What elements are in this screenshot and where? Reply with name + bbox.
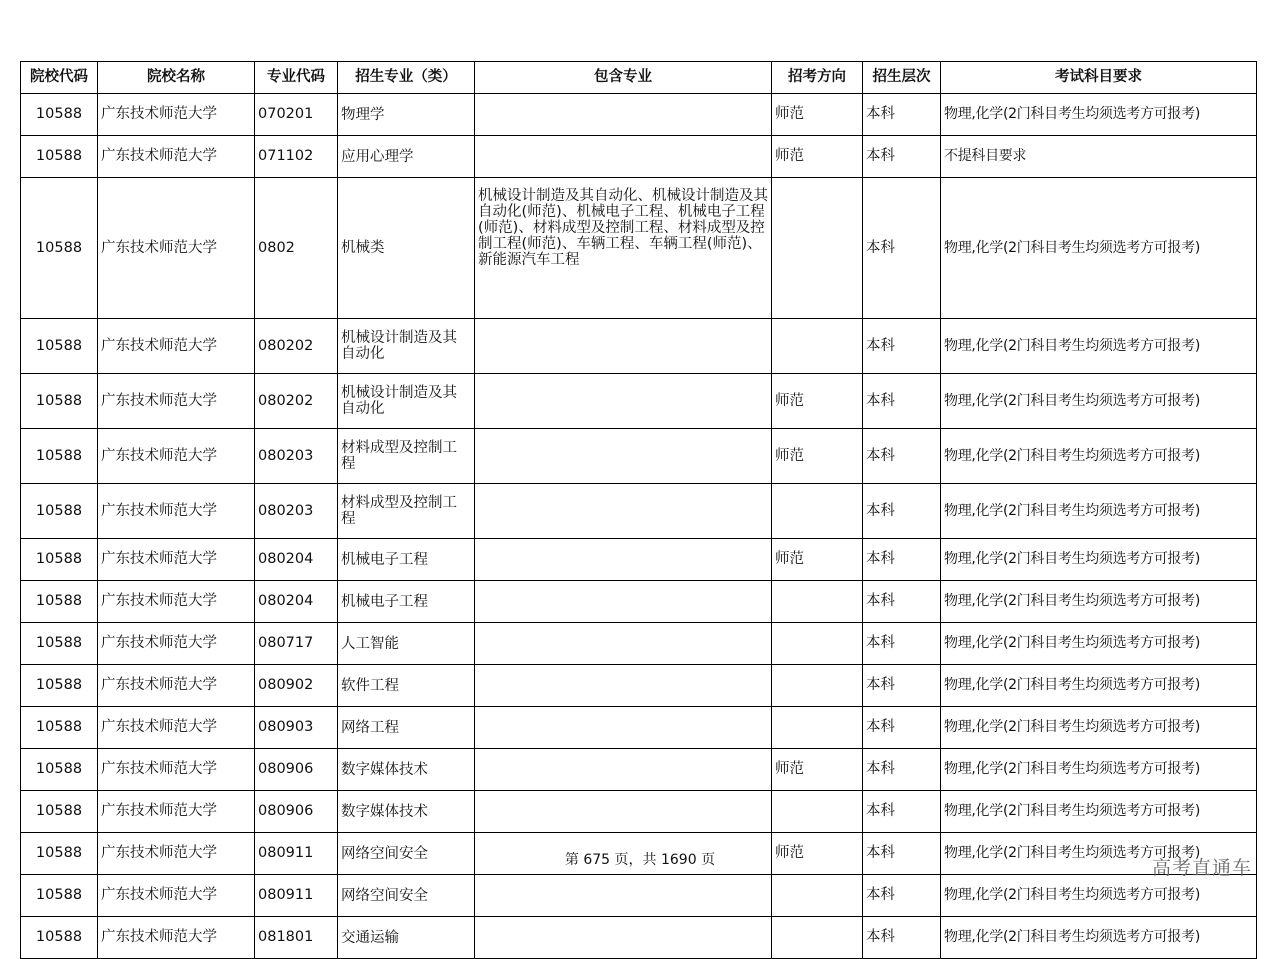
cell-school-code: 10588 <box>21 623 98 665</box>
cell-school-name: 广东技术师范大学 <box>98 374 255 429</box>
table-row <box>21 875 1257 917</box>
cell-includes <box>475 539 772 581</box>
cell-includes <box>475 623 772 665</box>
cell-includes <box>475 665 772 707</box>
cell-direction: 师范 <box>772 429 863 484</box>
table-row <box>21 707 1257 749</box>
header-school-name: 院校名称 <box>98 62 255 94</box>
cell-level: 本科 <box>863 94 941 136</box>
cell-subjects: 物理,化学(2门科目考生均须选考方可报考) <box>941 319 1257 374</box>
table-row <box>21 319 1257 374</box>
cell-school-code: 10588 <box>21 319 98 374</box>
cell-school-name: 广东技术师范大学 <box>98 623 255 665</box>
cell-level: 本科 <box>863 319 941 374</box>
cell-direction: 师范 <box>772 136 863 178</box>
cell-school-code: 10588 <box>21 665 98 707</box>
cell-school-name: 广东技术师范大学 <box>98 791 255 833</box>
cell-school-code: 10588 <box>21 374 98 429</box>
cell-includes <box>475 707 772 749</box>
cell-major-code: 080203 <box>255 429 338 484</box>
cell-major-code: 080911 <box>255 875 338 917</box>
cell-direction <box>772 319 863 374</box>
cell-school-name: 广东技术师范大学 <box>98 539 255 581</box>
cell-major: 机械电子工程 <box>338 581 475 623</box>
cell-major-code: 080717 <box>255 623 338 665</box>
cell-direction: 师范 <box>772 749 863 791</box>
cell-major: 材料成型及控制工程 <box>338 484 475 539</box>
cell-subjects: 物理,化学(2门科目考生均须选考方可报考) <box>941 791 1257 833</box>
header-level: 招生层次 <box>863 62 941 94</box>
cell-subjects: 物理,化学(2门科目考生均须选考方可报考) <box>941 484 1257 539</box>
cell-school-code: 10588 <box>21 791 98 833</box>
cell-school-code: 10588 <box>21 178 98 319</box>
cell-level: 本科 <box>863 665 941 707</box>
cell-major-code: 0802 <box>255 178 338 319</box>
cell-subjects: 物理,化学(2门科目考生均须选考方可报考) <box>941 749 1257 791</box>
cell-direction: 师范 <box>772 374 863 429</box>
cell-school-code: 10588 <box>21 875 98 917</box>
cell-level: 本科 <box>863 875 941 917</box>
cell-includes <box>475 917 772 959</box>
cell-subjects: 物理,化学(2门科目考生均须选考方可报考) <box>941 875 1257 917</box>
cell-direction <box>772 581 863 623</box>
cell-level: 本科 <box>863 429 941 484</box>
cell-major-code: 080202 <box>255 319 338 374</box>
table-row <box>21 429 1257 484</box>
cell-school-name: 广东技术师范大学 <box>98 94 255 136</box>
table-row <box>21 749 1257 791</box>
table-header-row <box>21 62 1257 94</box>
cell-level: 本科 <box>863 791 941 833</box>
cell-includes <box>475 749 772 791</box>
cell-direction <box>772 484 863 539</box>
cell-major: 应用心理学 <box>338 136 475 178</box>
cell-major: 机械设计制造及其自动化 <box>338 319 475 374</box>
cell-major-code: 080903 <box>255 707 338 749</box>
admissions-table <box>20 61 1257 959</box>
cell-school-code: 10588 <box>21 94 98 136</box>
cell-school-name: 广东技术师范大学 <box>98 429 255 484</box>
cell-school-name: 广东技术师范大学 <box>98 484 255 539</box>
header-subjects: 考试科目要求 <box>941 62 1257 94</box>
cell-school-code: 10588 <box>21 581 98 623</box>
cell-major-code: 080204 <box>255 539 338 581</box>
cell-major-code: 080911 <box>255 833 338 875</box>
cell-school-name: 广东技术师范大学 <box>98 707 255 749</box>
cell-direction <box>772 875 863 917</box>
cell-school-code: 10588 <box>21 833 98 875</box>
cell-school-code: 10588 <box>21 917 98 959</box>
table-row <box>21 623 1257 665</box>
cell-major-code: 080906 <box>255 749 338 791</box>
watermark-text: 高考直通车 <box>1151 857 1252 879</box>
cell-subjects: 物理,化学(2门科目考生均须选考方可报考) <box>941 94 1257 136</box>
cell-school-name: 广东技术师范大学 <box>98 875 255 917</box>
table-row <box>21 484 1257 539</box>
cell-major: 网络工程 <box>338 707 475 749</box>
cell-subjects: 物理,化学(2门科目考生均须选考方可报考) <box>941 539 1257 581</box>
cell-subjects: 物理,化学(2门科目考生均须选考方可报考) <box>941 665 1257 707</box>
cell-includes <box>475 374 772 429</box>
cell-level: 本科 <box>863 178 941 319</box>
cell-includes <box>475 136 772 178</box>
cell-subjects: 物理,化学(2门科目考生均须选考方可报考) <box>941 581 1257 623</box>
table-row <box>21 374 1257 429</box>
cell-major-code: 080204 <box>255 581 338 623</box>
cell-includes <box>475 875 772 917</box>
cell-subjects: 物理,化学(2门科目考生均须选考方可报考) <box>941 707 1257 749</box>
cell-level: 本科 <box>863 707 941 749</box>
cell-includes <box>475 429 772 484</box>
header-includes: 包含专业 <box>475 62 772 94</box>
cell-direction: 师范 <box>772 833 863 875</box>
header-major-code: 专业代码 <box>255 62 338 94</box>
cell-level: 本科 <box>863 749 941 791</box>
table-row <box>21 665 1257 707</box>
cell-school-code: 10588 <box>21 749 98 791</box>
cell-major: 材料成型及控制工程 <box>338 429 475 484</box>
cell-level: 本科 <box>863 484 941 539</box>
cell-major-code: 080202 <box>255 374 338 429</box>
cell-major: 机械设计制造及其自动化 <box>338 374 475 429</box>
cell-level: 本科 <box>863 539 941 581</box>
page-number: 第 675 页，共 1690 页 <box>564 852 716 868</box>
table-row <box>21 94 1257 136</box>
cell-direction <box>772 178 863 319</box>
cell-level: 本科 <box>863 581 941 623</box>
cell-major-code: 081801 <box>255 917 338 959</box>
cell-direction <box>772 917 863 959</box>
cell-major: 人工智能 <box>338 623 475 665</box>
cell-major-code: 080902 <box>255 665 338 707</box>
cell-subjects: 物理,化学(2门科目考生均须选考方可报考) <box>941 178 1257 319</box>
cell-subjects: 物理,化学(2门科目考生均须选考方可报考) <box>941 833 1257 875</box>
cell-includes <box>475 791 772 833</box>
cell-subjects: 物理,化学(2门科目考生均须选考方可报考) <box>941 623 1257 665</box>
cell-direction <box>772 623 863 665</box>
cell-school-code: 10588 <box>21 539 98 581</box>
cell-major-code: 080203 <box>255 484 338 539</box>
cell-major: 软件工程 <box>338 665 475 707</box>
cell-includes <box>475 94 772 136</box>
cell-direction <box>772 665 863 707</box>
cell-subjects: 物理,化学(2门科目考生均须选考方可报考) <box>941 917 1257 959</box>
cell-level: 本科 <box>863 374 941 429</box>
cell-major: 数字媒体技术 <box>338 749 475 791</box>
cell-major-code: 070201 <box>255 94 338 136</box>
cell-major: 物理学 <box>338 94 475 136</box>
cell-school-name: 广东技术师范大学 <box>98 319 255 374</box>
cell-includes <box>475 319 772 374</box>
cell-level: 本科 <box>863 623 941 665</box>
cell-major-code: 080906 <box>255 791 338 833</box>
cell-direction <box>772 791 863 833</box>
cell-school-code: 10588 <box>21 707 98 749</box>
cell-school-name: 广东技术师范大学 <box>98 581 255 623</box>
cell-school-name: 广东技术师范大学 <box>98 665 255 707</box>
cell-subjects: 不提科目要求 <box>941 136 1257 178</box>
cell-major: 机械电子工程 <box>338 539 475 581</box>
cell-level: 本科 <box>863 833 941 875</box>
cell-includes: 机械设计制造及其自动化、机械设计制造及其自动化(师范)、机械电子工程、机械电子工程(师范)、材料成型及控制工程、材料成型及控制工程(师范)、车辆工程、车辆工程(师范)、新能源汽车工程 <box>475 178 772 319</box>
header-major: 招生专业（类） <box>338 62 475 94</box>
header-direction: 招考方向 <box>772 62 863 94</box>
cell-school-code: 10588 <box>21 484 98 539</box>
cell-school-name: 广东技术师范大学 <box>98 136 255 178</box>
table-row <box>21 136 1257 178</box>
table-row <box>21 581 1257 623</box>
cell-includes <box>475 581 772 623</box>
cell-school-code: 10588 <box>21 136 98 178</box>
cell-includes <box>475 484 772 539</box>
cell-subjects: 物理,化学(2门科目考生均须选考方可报考) <box>941 374 1257 429</box>
cell-level: 本科 <box>863 136 941 178</box>
cell-level: 本科 <box>863 917 941 959</box>
cell-direction: 师范 <box>772 539 863 581</box>
cell-school-name: 广东技术师范大学 <box>98 917 255 959</box>
cell-subjects: 物理,化学(2门科目考生均须选考方可报考) <box>941 429 1257 484</box>
table-row <box>21 791 1257 833</box>
table-row <box>21 178 1257 319</box>
header-school-code: 院校代码 <box>21 62 98 94</box>
cell-school-code: 10588 <box>21 429 98 484</box>
cell-direction <box>772 707 863 749</box>
cell-school-name: 广东技术师范大学 <box>98 833 255 875</box>
cell-major: 数字媒体技术 <box>338 791 475 833</box>
cell-school-name: 广东技术师范大学 <box>98 749 255 791</box>
table-row <box>21 917 1257 959</box>
cell-major: 机械类 <box>338 178 475 319</box>
cell-school-name: 广东技术师范大学 <box>98 178 255 319</box>
cell-major: 交通运输 <box>338 917 475 959</box>
table-row <box>21 539 1257 581</box>
cell-direction: 师范 <box>772 94 863 136</box>
cell-major: 网络空间安全 <box>338 833 475 875</box>
cell-major-code: 071102 <box>255 136 338 178</box>
cell-major: 网络空间安全 <box>338 875 475 917</box>
